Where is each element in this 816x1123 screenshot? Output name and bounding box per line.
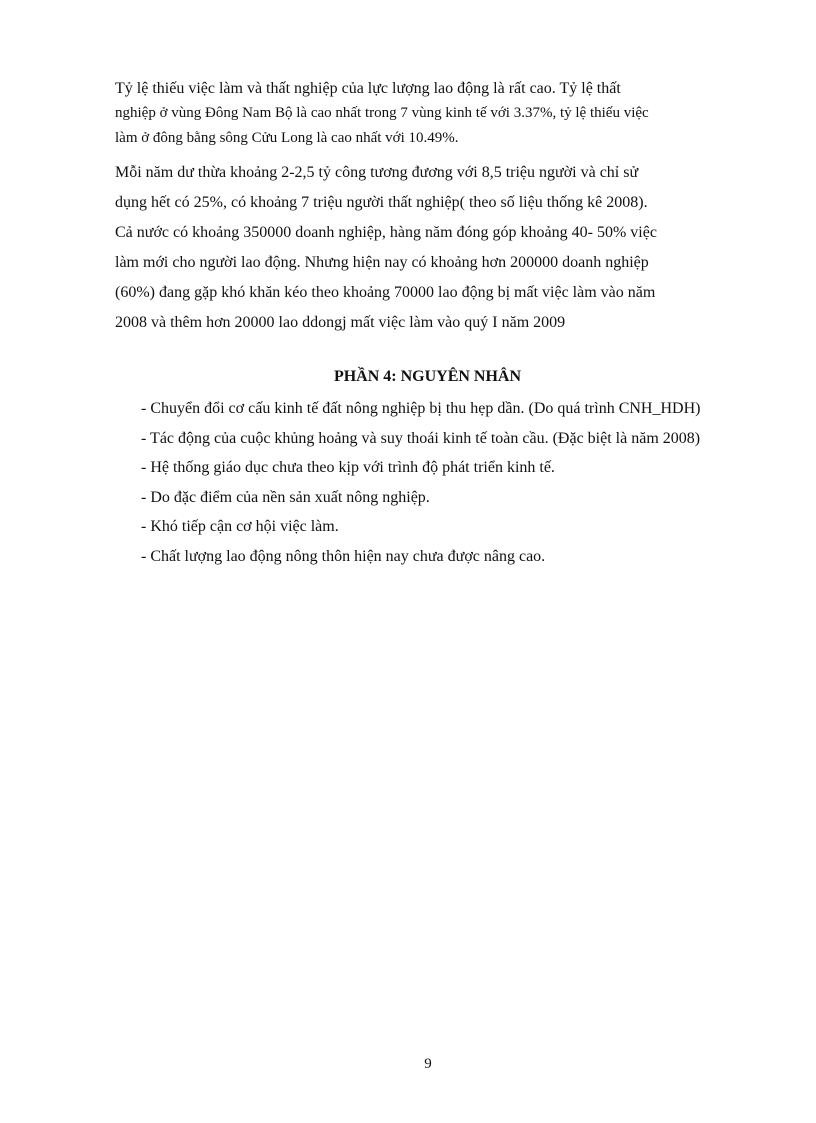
paragraph-labor-surplus <box>115 158 740 338</box>
list-item: - Do đặc điểm của nền sản xuất nông nghiệp. <box>141 488 430 506</box>
paragraph-line: làm ở đông bằng sông Cửu Long là cao nhất với 10.49%. <box>115 130 459 146</box>
paragraph-line: (60%) đang gặp khó khăn kéo theo khoảng 70000 lao động bị mất việc làm vào năm <box>115 284 656 301</box>
list-item: - Khó tiếp cận cơ hội việc làm. <box>141 518 339 535</box>
list-item: - Chất lượng lao động nông thôn hiện nay chưa được nâng cao. <box>141 547 546 565</box>
paragraph-line: Mỗi năm dư thừa khoảng 2-2,5 tỷ công tương đương với 8,5 triệu người và chỉ sử <box>115 164 639 181</box>
paragraph-line: dụng hết có 25%, có khoảng 7 triệu người thất nghiệp( theo số liệu thống kê 2008). <box>115 194 648 211</box>
paragraph-line: Tỷ lệ thiếu việc làm và thất nghiệp của lực lượng lao động là rất cao. Tỷ lệ thất <box>115 80 621 97</box>
paragraph-line: Cả nước có khoảng 350000 doanh nghiệp, hàng năm đóng góp khoảng 40- 50% việc <box>115 224 657 241</box>
paragraph-line: làm mới cho người lao động. Nhưng hiện nay có khoảng hơn 200000 doanh nghiệp <box>115 254 649 271</box>
paragraph-unemployment-rate <box>115 76 735 151</box>
section-heading: PHẦN 4: NGUYÊN NHÂN <box>333 368 522 385</box>
paragraph-line: nghiệp ở vùng Đông Nam Bộ là cao nhất trong 7 vùng kinh tế với 3.37%, tỷ lệ thiếu việc <box>115 105 649 121</box>
page-number: 9 <box>424 1056 432 1072</box>
list-item: - Hệ thống giáo dục chưa theo kịp với trình độ phát triển kinh tế. <box>141 459 555 476</box>
list-item: - Tác động của cuộc khủng hoảng và suy thoái kinh tế toàn cầu. (Đặc biệt là năm 2008) <box>141 429 701 447</box>
list-item: - Chuyển đổi cơ cấu kinh tế đất nông nghiệp bị thu hẹp dần. (Do quá trình CNH_HDH) <box>141 400 701 417</box>
paragraph-line: 2008 và thêm hơn 20000 lao ddongj mất việc làm vào quý I năm 2009 <box>115 314 566 331</box>
causes-list <box>141 394 739 571</box>
